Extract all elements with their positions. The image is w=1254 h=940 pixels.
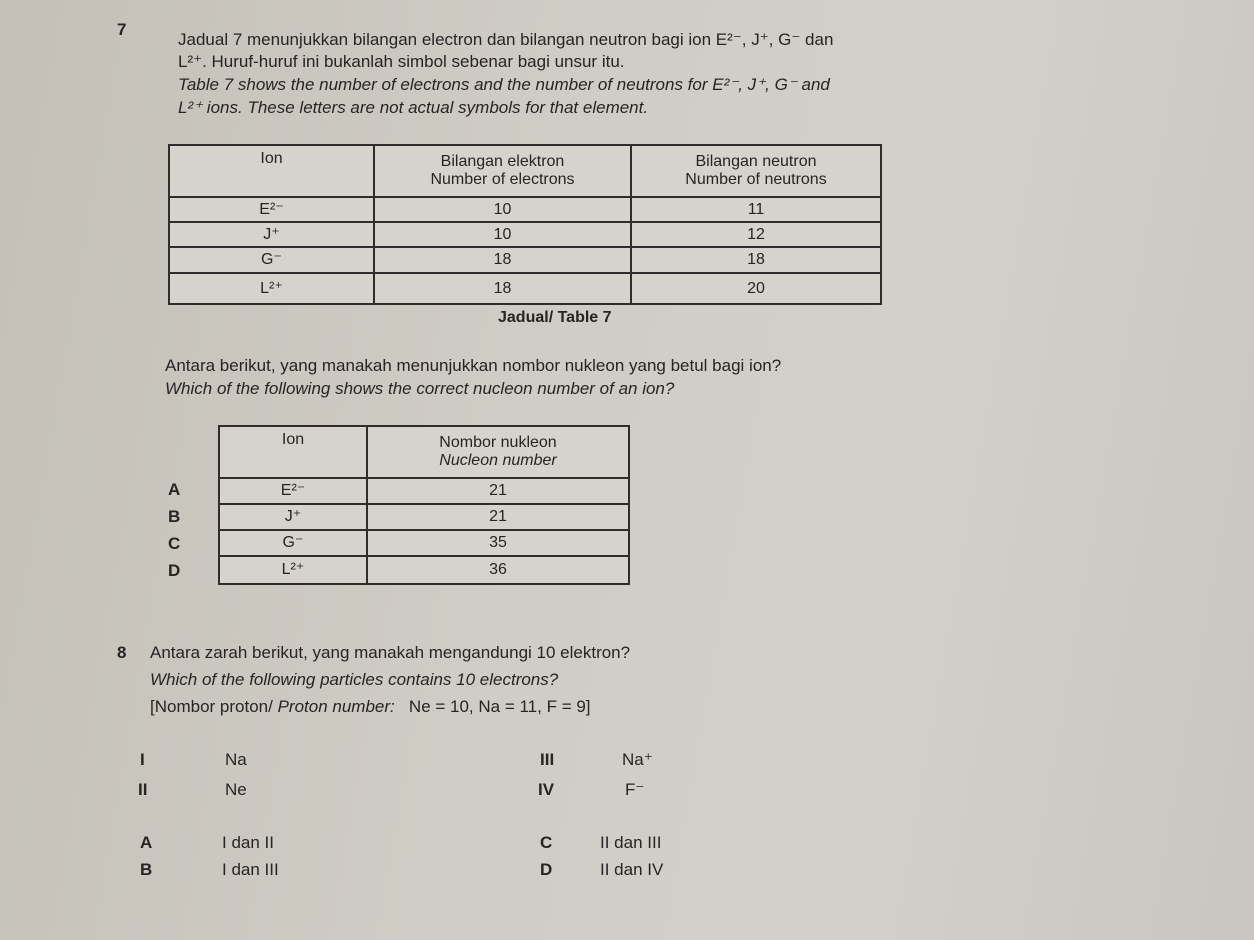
- header-nucleon-en: Nucleon number: [439, 452, 557, 469]
- table-7: [168, 144, 882, 305]
- electrons-cell: 10: [374, 197, 631, 222]
- answer-label-c[interactable]: C: [540, 833, 553, 852]
- table-caption: Jadual/ Table 7: [498, 309, 612, 326]
- option-label-c[interactable]: C: [168, 534, 181, 553]
- item-particle: Na: [225, 750, 247, 769]
- note-values: Ne = 10, Na = 11, F = 9]: [408, 697, 591, 716]
- nucleon-cell: 21: [367, 504, 629, 530]
- item-particle: Ne: [225, 780, 247, 799]
- option-label-a[interactable]: A: [168, 480, 181, 499]
- answer-label-b[interactable]: B: [140, 860, 153, 879]
- table-row: [169, 197, 881, 222]
- q8-question-en: Which of the following particles contains 10 electrons?: [150, 670, 559, 689]
- item-particle: F⁻: [625, 780, 645, 799]
- q7-line2: L²⁺. Huruf-huruf ini bukanlah simbol sebenar bagi unsur itu.: [178, 52, 625, 71]
- header-neutrons-en: Number of neutrons: [685, 171, 827, 188]
- option-label-d[interactable]: D: [168, 561, 181, 580]
- q8-question-ms: Antara zarah berikut, yang manakah mengandungi 10 elektron?: [150, 643, 631, 662]
- nucleon-cell: 21: [367, 478, 629, 504]
- ion-cell: G⁻: [169, 247, 374, 273]
- note-ms: [Nombor proton/: [150, 697, 278, 716]
- table-row: [169, 222, 881, 247]
- option-row-d[interactable]: [219, 556, 629, 584]
- item-particle: Na⁺: [622, 750, 653, 769]
- header-ion: Ion: [219, 426, 367, 478]
- answer-label-a[interactable]: A: [140, 833, 153, 852]
- note-en: Proton number:: [277, 697, 395, 716]
- ion-cell: E²⁻: [169, 197, 374, 222]
- table-row: [169, 273, 881, 304]
- answer-label-d[interactable]: D: [540, 860, 553, 879]
- ion-cell: L²⁺: [169, 273, 374, 304]
- table-row: [169, 247, 881, 273]
- answer-text-b[interactable]: I dan III: [222, 860, 279, 879]
- header-nucleon-ms: Nombor nukleon: [439, 434, 557, 451]
- neutrons-cell: 11: [631, 197, 881, 222]
- electrons-cell: 10: [374, 222, 631, 247]
- q8-note: [150, 697, 591, 717]
- header-neutrons-ms: Bilangan neutron: [695, 153, 817, 170]
- q7-question-en: Which of the following shows the correct nucleon number of an ion?: [165, 379, 675, 398]
- option-label-b[interactable]: B: [168, 507, 181, 526]
- nucleon-cell: 36: [367, 556, 629, 584]
- option-row-a[interactable]: [219, 478, 629, 504]
- neutrons-cell: 18: [631, 247, 881, 273]
- q7-line1: Jadual 7 menunjukkan bilangan electron dan bilangan neutron bagi ion E²⁻, J⁺, G⁻ dan: [178, 30, 834, 49]
- header-ion: Ion: [169, 145, 374, 197]
- options-table: [218, 425, 630, 585]
- ion-cell: G⁻: [219, 530, 367, 556]
- answer-text-c[interactable]: II dan III: [600, 833, 662, 852]
- option-row-b[interactable]: [219, 504, 629, 530]
- option-row-c[interactable]: [219, 530, 629, 556]
- answer-text-d[interactable]: II dan IV: [600, 860, 664, 879]
- ion-cell: J⁺: [169, 222, 374, 247]
- question-7-number: 7: [117, 20, 127, 39]
- item-numeral: I: [140, 750, 145, 769]
- item-numeral: IV: [538, 780, 555, 799]
- header-electrons-en: Number of electrons: [430, 171, 575, 188]
- nucleon-cell: 35: [367, 530, 629, 556]
- neutrons-cell: 12: [631, 222, 881, 247]
- q7-question-ms: Antara berikut, yang manakah menunjukkan nombor nukleon yang betul bagi ion?: [165, 356, 782, 375]
- item-numeral: III: [540, 750, 555, 769]
- ion-cell: L²⁺: [219, 556, 367, 584]
- item-numeral: II: [138, 780, 148, 799]
- q7-line4: L²⁺ ions. These letters are not actual symbols for that element.: [178, 98, 649, 117]
- header-electrons-ms: Bilangan elektron: [440, 153, 565, 170]
- question-8-number: 8: [117, 643, 127, 662]
- neutrons-cell: 20: [631, 273, 881, 304]
- answer-text-a[interactable]: I dan II: [222, 833, 274, 852]
- ion-cell: J⁺: [219, 504, 367, 530]
- electrons-cell: 18: [374, 273, 631, 304]
- ion-cell: E²⁻: [219, 478, 367, 504]
- electrons-cell: 18: [374, 247, 631, 273]
- q7-line3: Table 7 shows the number of electrons and the number of neutrons for E²⁻, J⁺, G⁻ and: [178, 75, 830, 94]
